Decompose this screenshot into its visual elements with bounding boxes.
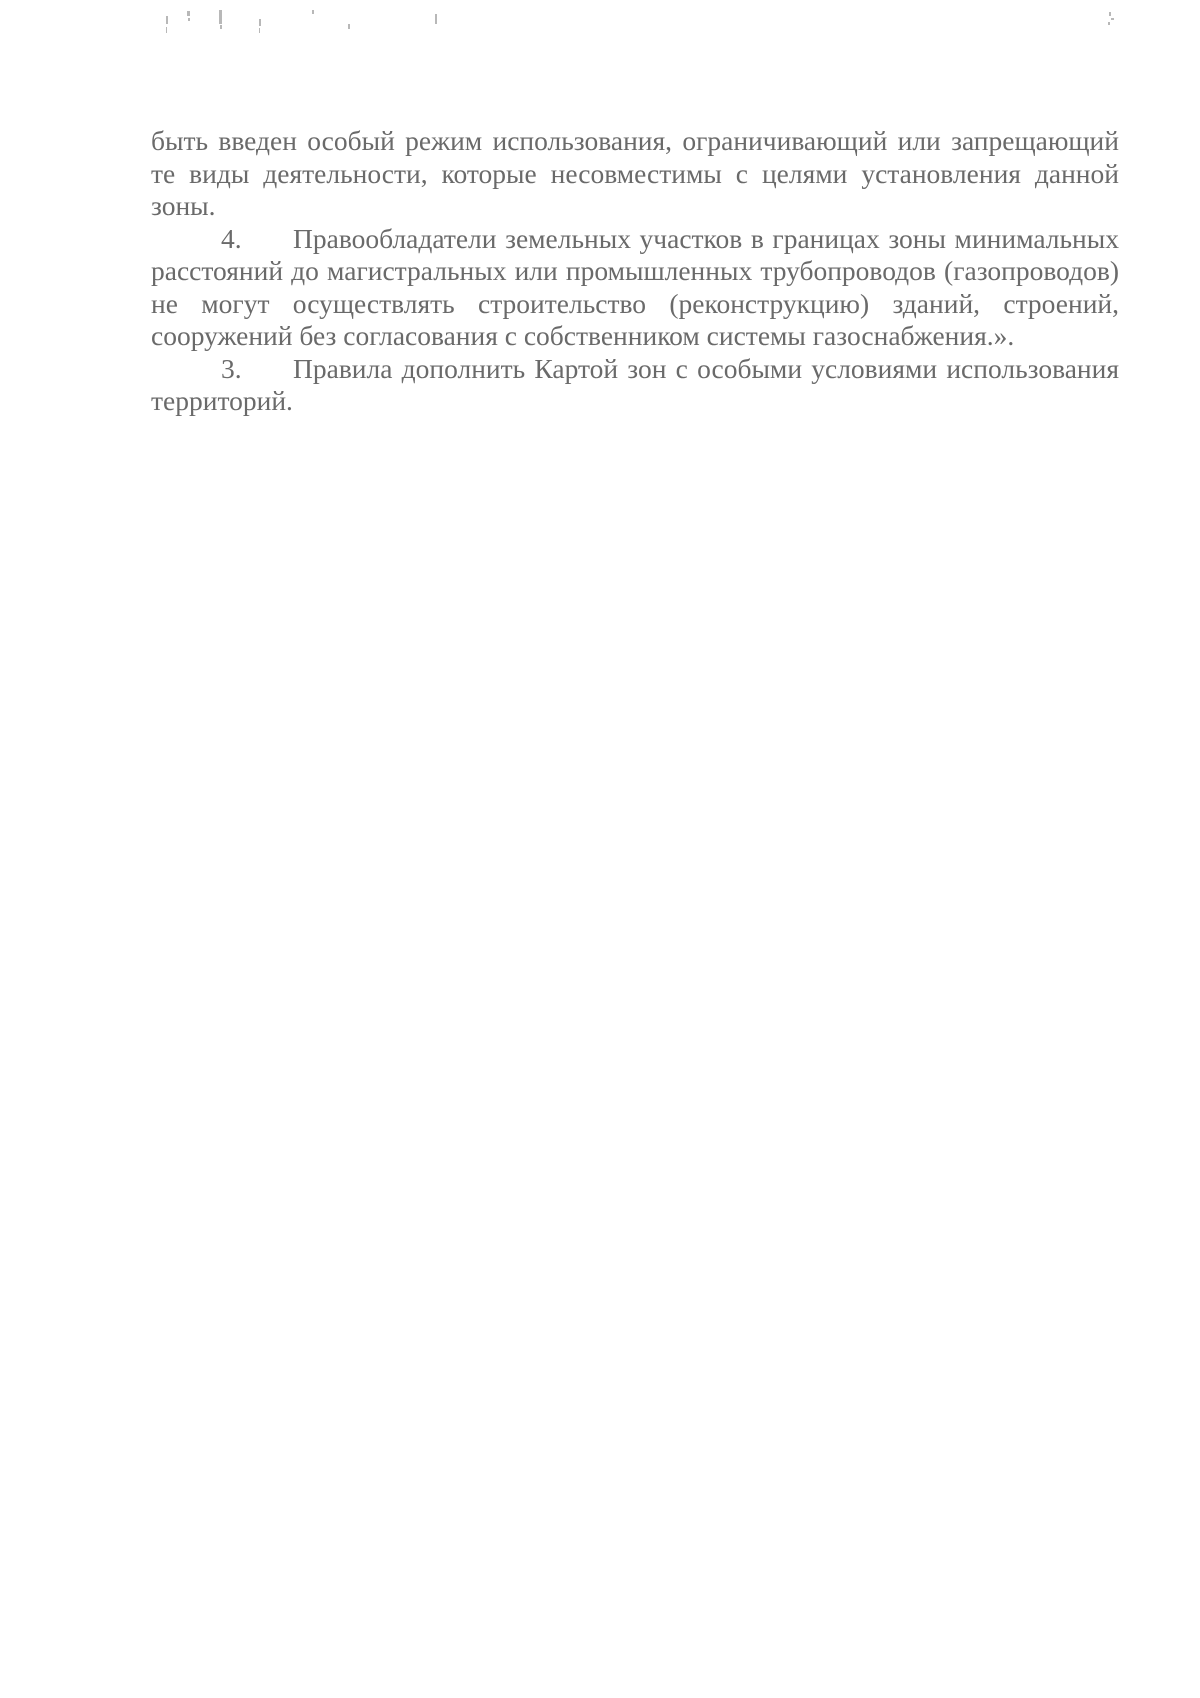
- paragraph-number: 4.: [221, 222, 242, 254]
- paragraph-text: быть введен особый режим использования, ограничивающий или запрещающий те виды деятельности, которые несовместимы с целями установления данной зоны.: [151, 125, 1119, 221]
- paragraph-continuation: [151, 125, 1119, 223]
- paragraph-item-4: [151, 223, 1119, 353]
- paragraph-text: Правила дополнить Картой зон с особыми условиями использования территорий.: [151, 352, 1119, 416]
- paragraph-item-3: [151, 353, 1119, 418]
- scan-noise-marks: [0, 0, 1200, 60]
- paragraph-number: 3.: [221, 352, 242, 384]
- document-body: [151, 125, 1119, 418]
- paragraph-text: Правообладатели земельных участков в границах зоны минимальных расстояний до магистральных или промышленных трубопроводов (газопроводов) не могут осуществлять строительство (реконструкцию) зданий, строений, сооружений без согласования с собственником системы газоснабжения.».: [151, 222, 1119, 351]
